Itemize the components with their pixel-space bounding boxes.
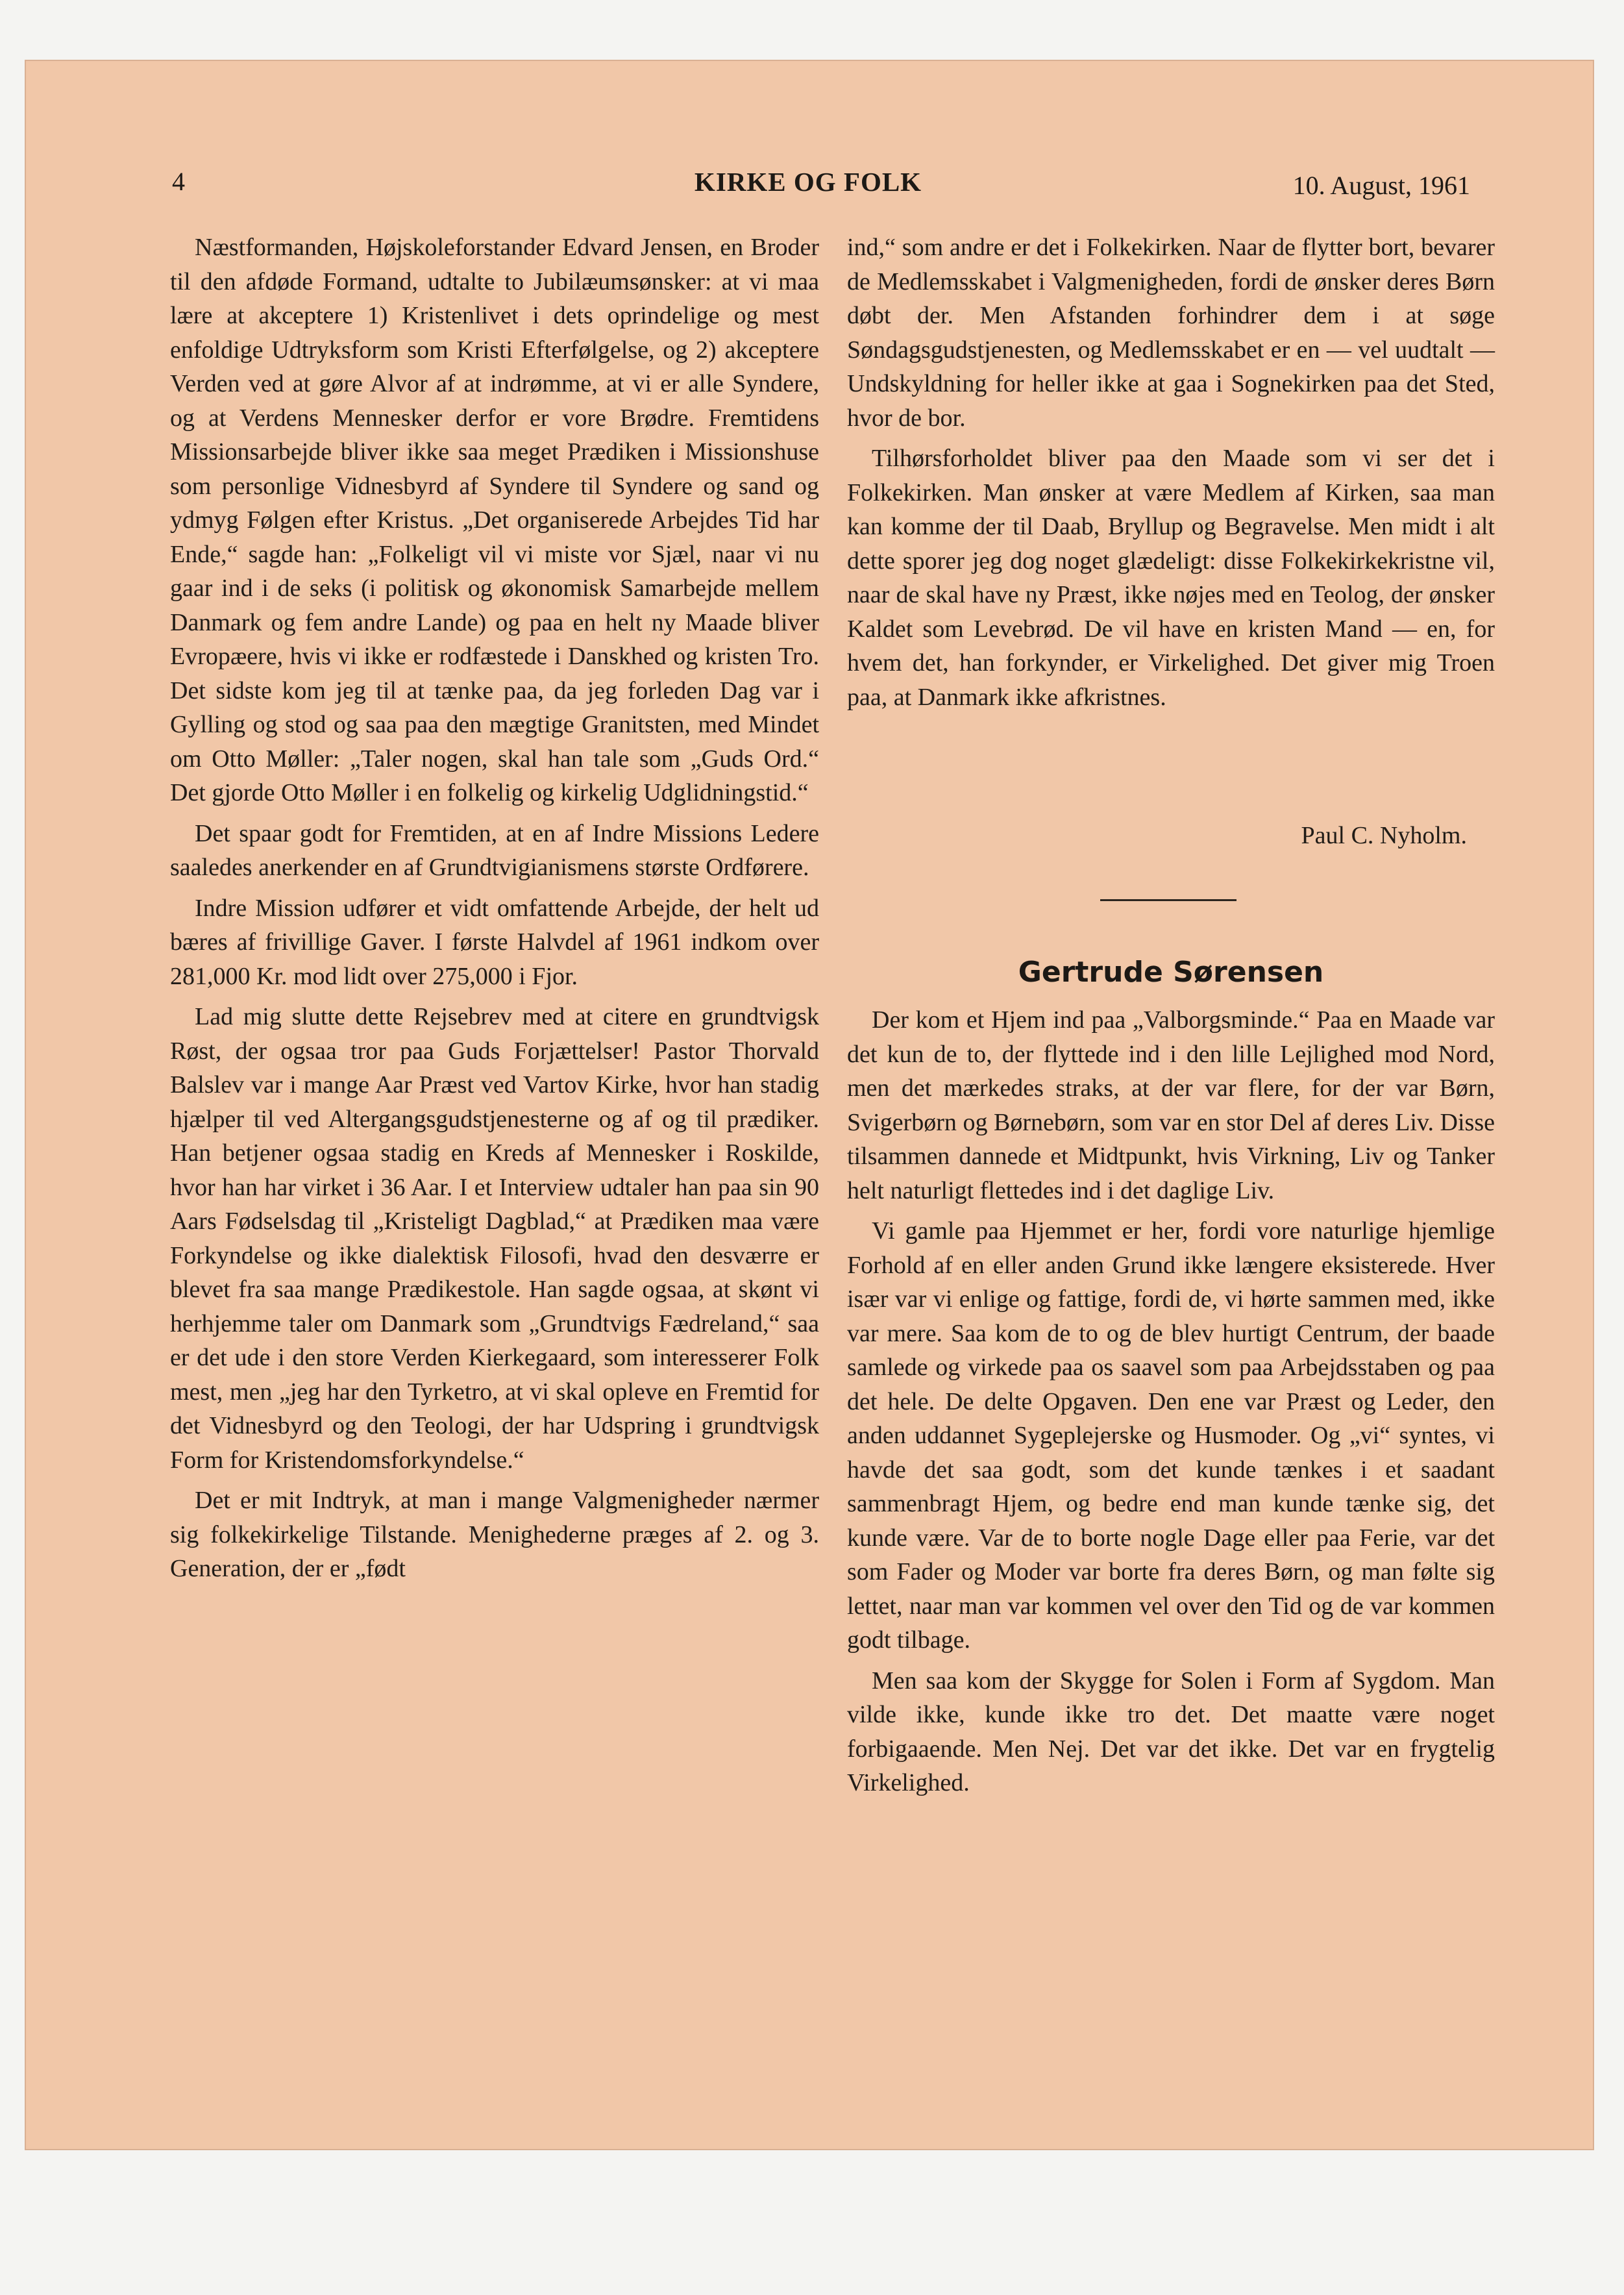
section-title: Gertrude Sørensen <box>1018 956 1324 989</box>
page-number: 4 <box>172 167 185 196</box>
section-divider <box>1100 899 1236 901</box>
paragraph: Lad mig slutte dette Rejsebrev med at citere en grundtvigsk Røst, der ogsaa tror paa Guds Forjættelser! Pastor Thorvald Balslev var i mange Aar Præst ved Vartov Kirke, hvor han stadig hjælper til ved Altergangsgudstjenesterne og af og til prædiker. Han betjener ogsaa stadig en Kreds af Mennesker i Roskilde, hvor han har virket i 36 Aar. I et Interview udtaler han paa sin 90 Aars Fødselsdag til „Kristeligt Dagblad,“ at Prædiken maa være Forkyndelse og ikke dialektisk Filosofi, hvad den desværre er blevet fra saa mange Prædikestole. Han sagde ogsaa, at skønt vi herhjemme taler om Danmark som „Grundtvigs Fædreland,“ saa er det ude i den store Verden Kierkegaard, som interesserer Folk mest, men „jeg har den Tyrketro, at vi skal opleve en Fremtid for det Vidnesbyrd og den Teologi, der har Udspring i grundtvigsk Form for Kristendomsforkyndelse.“ <box>170 1003 819 1474</box>
page-header <box>146 166 1470 205</box>
author-signature: Paul C. Nyholm. <box>1301 822 1467 849</box>
journal-title: KIRKE OG FOLK <box>694 167 922 197</box>
right-column-bottom <box>847 1003 1495 1807</box>
paragraph: Der kom et Hjem ind paa „Valborgsminde.“ Paa en Maade var det kun de to, der flyttede ind i den lille Lejlighed mod Nord, men det mærkedes straks, at der var flere, for der var Børn, Svigerbørn og Børnebørn, som var en stor Del af deres Liv. Disse tilsammen dannede et Midtpunkt, hvis Virkning, Liv og Tanker helt naturligt flettedes ind i det daglige Liv. <box>847 1006 1495 1204</box>
issue-date: 10. August, 1961 <box>1292 171 1470 200</box>
paragraph: Men saa kom der Skygge for Solen i Form af Sygdom. Man vilde ikke, kunde ikke tro det. Det maatte være noget forbigaaende. Men Nej. Det var det ikke. Det var en frygtelig Virkelighed. <box>847 1667 1495 1796</box>
left-column <box>170 230 819 1593</box>
paragraph: Næstformanden, Højskoleforstander Edvard Jensen, en Broder til den afdøde Formand, udtalte to Jubilæumsønsker: at vi maa lære at akceptere 1) Kristenlivet i dets oprindelige og mest enfoldige Udtryksform som Kristi Efterfølgelse, og 2) akceptere Verden ved at gøre Alvor af at indrømme, at vi er alle Syndere, og at Verdens Mennesker derfor er vore Brødre. Fremtidens Missionsarbejde bliver ikke saa meget Prædiken i Missionshuse som personlige Vidnesbyrd af Syndere til Syndere og sand og ydmyg Følgen efter Kristus. „Det organiserede Arbejdes Tid har Ende,“ sagde han: „Folkeligt vil vi miste vor Sjæl, naar vi nu gaar ind i de seks (i politisk og økonomisk Samarbejde mellem Danmark og fem andre Lande) og paa en helt ny Maade bliver Evropæere, hvis vi ikke er rodfæstede i Danskhed og kristen Tro. Det sidste kom jeg til at tænke paa, da jeg forleden Dag var i Gylling og stod og saa paa den mægtige Granitsten, med Mindet om Otto Møller: „Taler nogen, skal han tale som „Guds Ord.“ Det gjorde Otto Møller i en folkelig og kirkelig Udglidningstid.“ <box>170 234 819 806</box>
paragraph: Det er mit Indtryk, at man i mange Valgmenigheder nærmer sig folkekirkelige Tilstande. Menighederne præges af 2. og 3. Generation, der er „født <box>170 1487 819 1582</box>
right-column-top <box>847 230 1495 721</box>
paragraph: Indre Mission udfører et vidt omfattende Arbejde, der helt ud bæres af frivillige Gaver. I første Halvdel af 1961 indkom over 281,000 Kr. mod lidt over 275,000 i Fjor. <box>170 894 819 990</box>
paragraph: Det spaar godt for Fremtiden, at en af Indre Missions Ledere saaledes anerkender en af Grundtvigianismens største Ordførere. <box>170 819 819 881</box>
paragraph: Vi gamle paa Hjemmet er her, fordi vore naturlige hjemlige Forhold af en eller anden Grund ikke længere eksisterede. Hver især var vi enlige og fattige, fordi de, vi hørte sammen med, ikke var mere. Saa kom de to og de blev hurtigt Centrum, der baade samlede og virkede paa os saavel som paa Arbejdsstaben og paa det hele. De delte Opgaven. Den ene var Præst og Leder, den anden uddannet Sygeplejerske og Husmoder. Og „vi“ syntes, vi havde det saa godt, som det kunde tænkes i et saadant sammenbragt Hjem, og bedre end man kunde tænke sig, det kunde være. Var de to borte nogle Dage eller paa Ferie, var det som Fader og Moder var borte fra deres Børn, og man følte sig lettet, naar man var kommen vel over den Tid og de var kommen godt tilbage. <box>847 1217 1495 1654</box>
paragraph: ind,“ som andre er det i Folkekirken. Naar de flytter bort, bevarer de Medlemsskabet i Valgmenigheden, fordi de ønsker deres Børn døbt der. Men Afstanden forhindrer dem i at søge Søndagsgudstjenesten, og Medlemsskabet er en — vel uudtalt — Undskyldning for heller ikke at gaa i Sognekirken paa det Sted, hvor de bor. <box>847 234 1495 432</box>
paragraph: Tilhørsforholdet bliver paa den Maade som vi ser det i Folkekirken. Man ønsker at være Medlem af Kirken, saa man kan komme der til Daab, Bryllup og Begravelse. Men midt i alt dette sporer jeg dog noget glædeligt: disse Folkekirkekristne vil, naar de skal have ny Præst, ikke nøjes med en Teolog, der ønsker Kaldet som Levebrød. De vil have en kristen Mand — en, for hvem det, han forkynder, er Virkelighed. Det giver mig Troen paa, at Danmark ikke afkristnes. <box>847 445 1495 711</box>
